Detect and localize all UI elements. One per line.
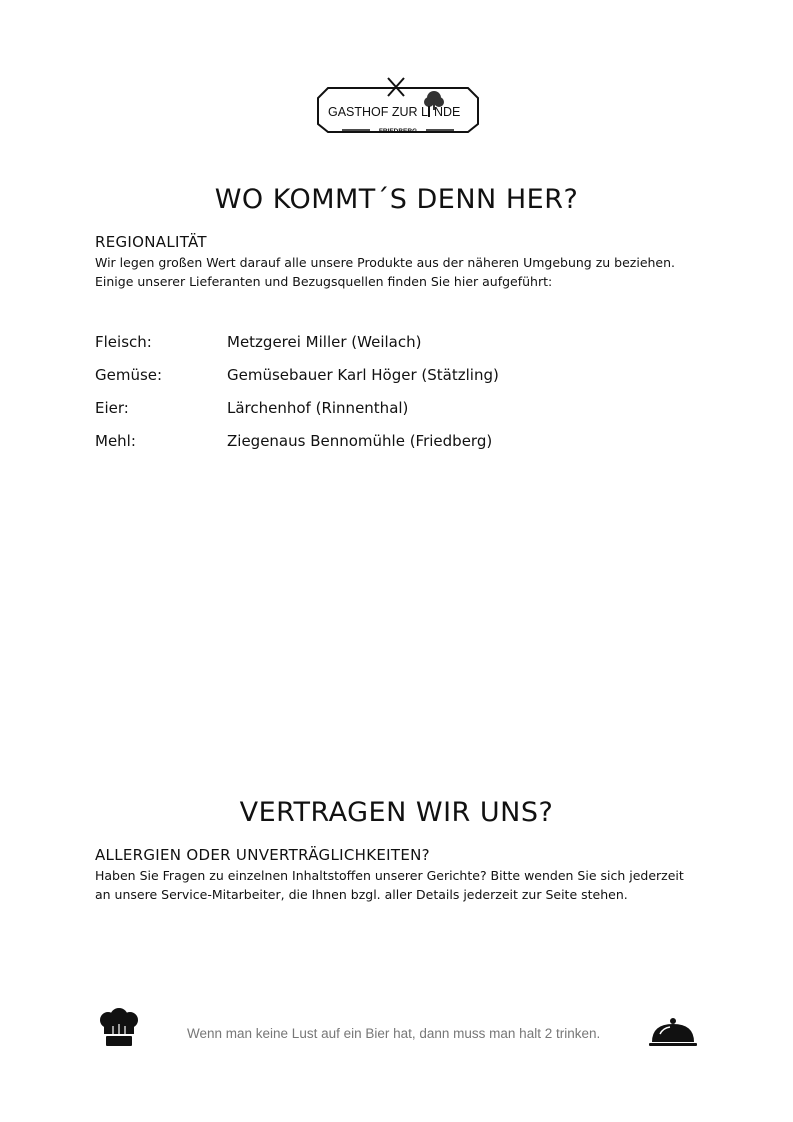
serving-cloche-icon [648,1016,698,1048]
logo-name-part2: NDE [434,105,461,119]
regionality-text: Wir legen großen Wert darauf alle unsere Produkte aus der näheren Umgebung zu beziehen. Einige unserer Lieferanten und Bezugsquellen finden Sie hier aufgeführt: [95,255,676,289]
allergies-text: Haben Sie Fragen zu einzelnen Inhaltstoffen unserer Gerichte? Bitte wenden Sie sich jederzeit an unsere Service-Mitarbeiter, die Ihnen bzgl. aller Details jederzeit zur Seite stehen. [95,868,684,902]
logo-name-part1: GASTHOF ZUR L [328,105,429,119]
supplier-name: Lärchenhof (Rinnenthal) [227,399,409,417]
footer-quote: Wenn man keine Lust auf ein Bier hat, dann muss man halt 2 trinken. [187,1026,601,1041]
supplier-category: Eier: [95,399,129,417]
supplier-category: Mehl: [95,432,136,450]
section-title-allergies: VERTRAGEN WIR UNS? [239,797,554,828]
restaurant-logo [314,76,482,140]
supplier-category: Gemüse: [95,366,163,384]
supplier-name: Ziegenaus Bennomühle (Friedberg) [227,432,493,450]
logo-i-bar [428,106,430,117]
supplier-name: Metzgerei Miller (Weilach) [227,333,422,351]
section-subtitle-regionality: REGIONALITÄT [95,233,207,251]
section-subtitle-allergies: ALLERGIEN ODER UNVERTRÄGLICHKEITEN? [95,846,430,864]
section-title-origin: WO KOMMT´S DENN HER? [214,184,579,215]
supplier-category: Fleisch: [95,333,152,351]
chef-hat-icon [98,1008,140,1048]
logo-town: FRIEDBERG [378,128,418,135]
supplier-name: Gemüsebauer Karl Höger (Stätzling) [227,366,499,384]
